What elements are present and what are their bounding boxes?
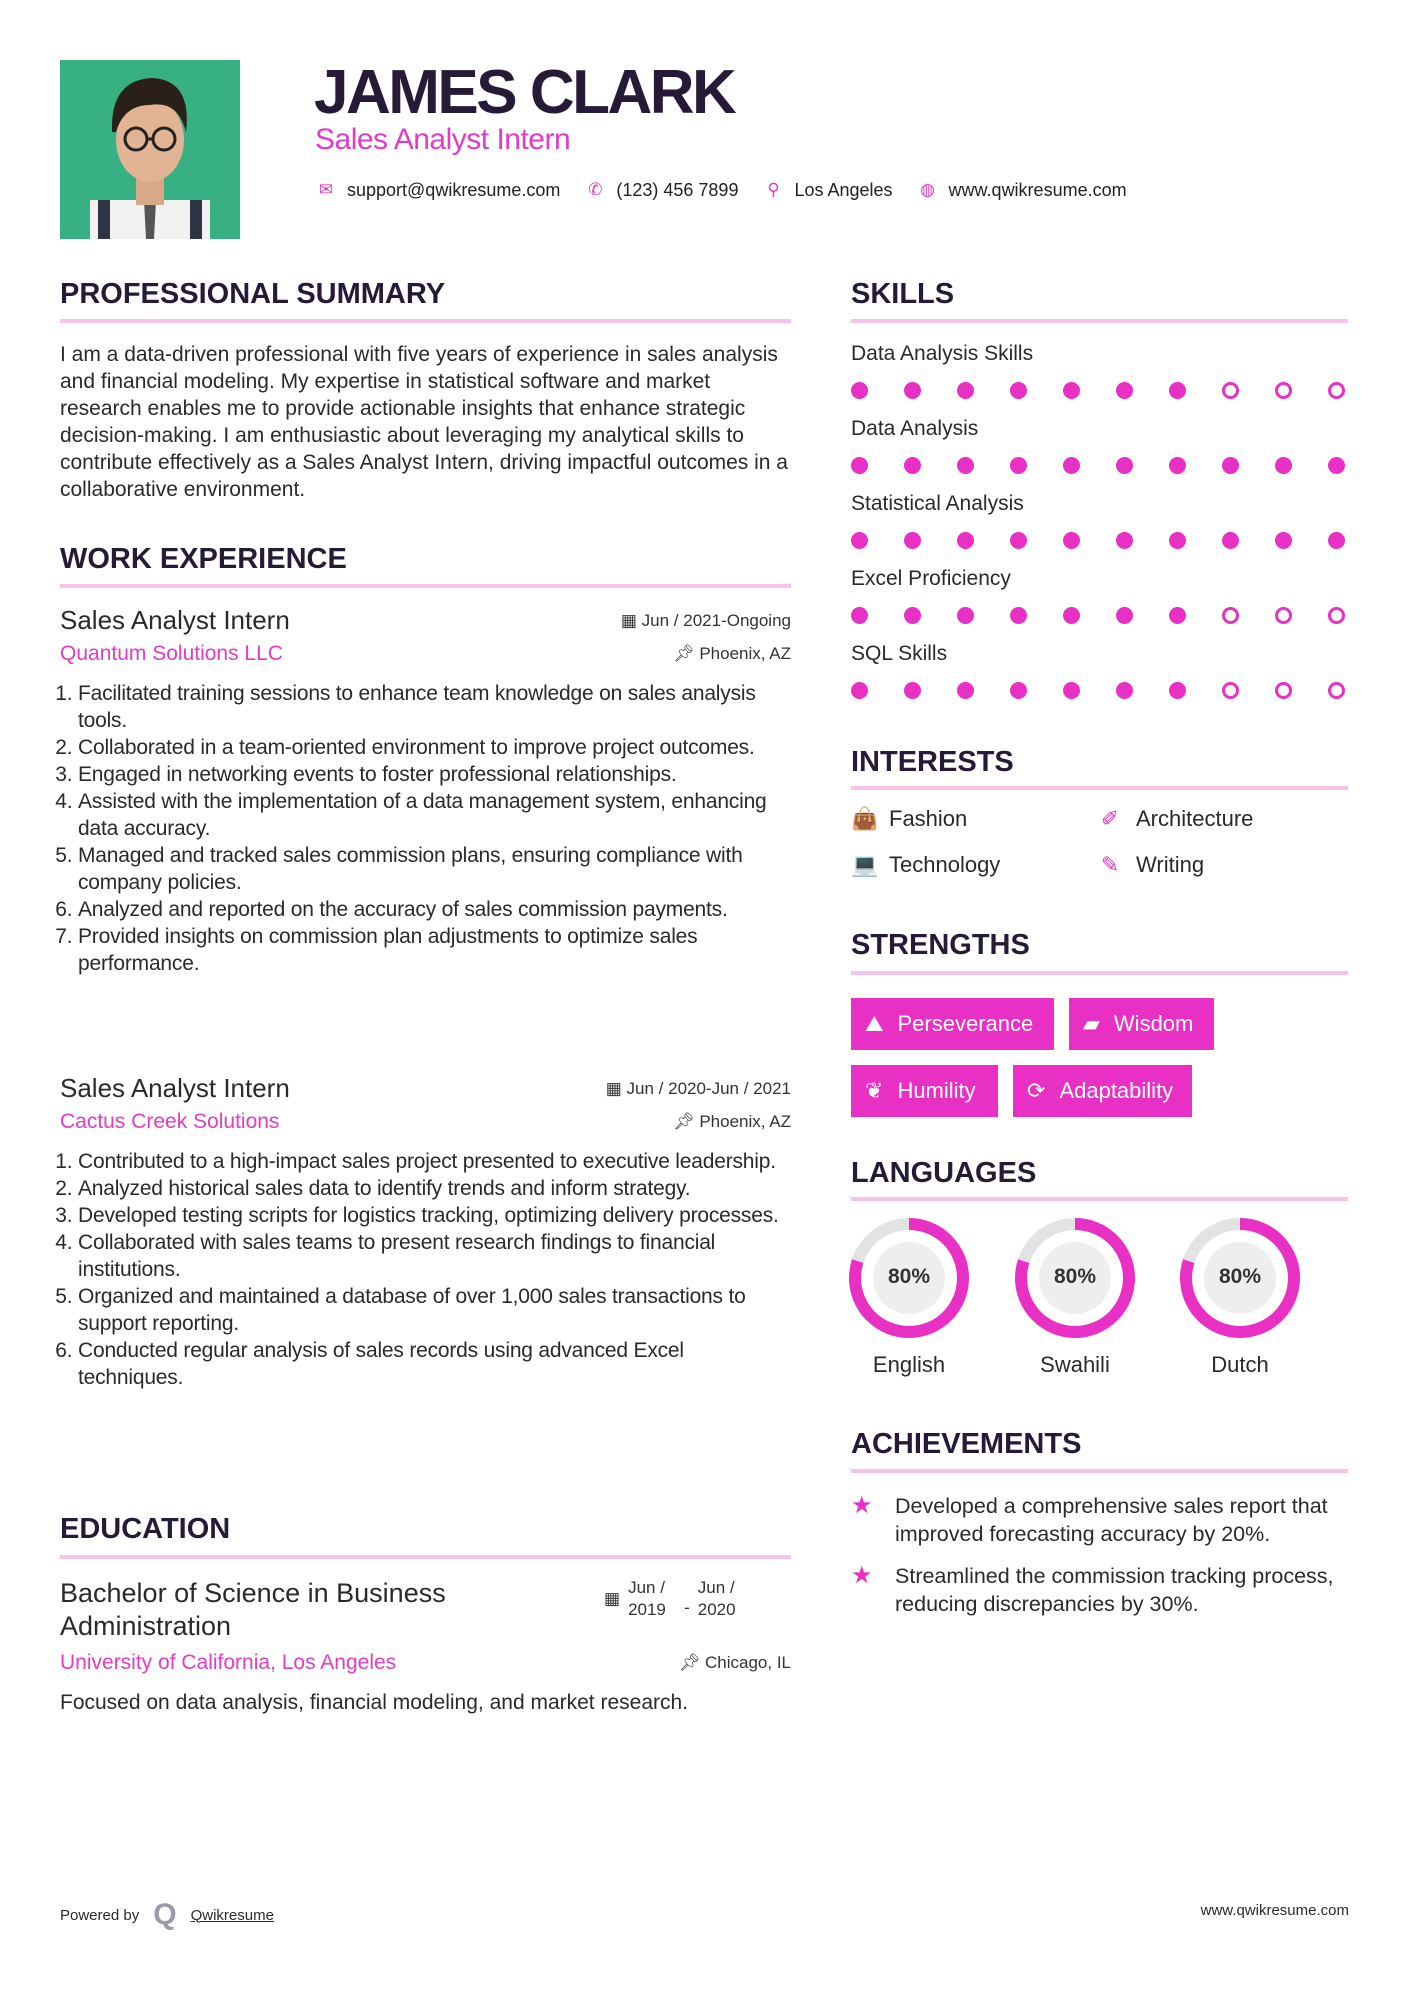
work-heading: WORK EXPERIENCE — [60, 543, 347, 575]
location-pin-icon: ⚲ — [767, 180, 780, 199]
strength-badge — [1069, 998, 1214, 1050]
edu-end-date: Jun / 2020 — [697, 1578, 736, 1619]
skill-rating-dot — [851, 457, 868, 474]
star-icon: ★ — [851, 1492, 873, 1519]
skill-rating-dot — [1275, 457, 1292, 474]
road-icon: ⛰ — [865, 1011, 884, 1036]
skill-rating-dot — [851, 682, 868, 699]
strength-badge — [1013, 1065, 1192, 1117]
language-percent: 80% — [1218, 1265, 1262, 1288]
interests-heading: INTERESTS — [851, 746, 1014, 778]
pin-icon: 📌︎ — [673, 644, 700, 663]
calendar-icon: ▦ — [604, 1589, 621, 1608]
pin-icon: 📌︎ — [678, 1653, 705, 1672]
calendar-icon: ▦ — [620, 610, 642, 630]
skill-rating-dot — [1116, 457, 1133, 474]
laptop-icon: 💻 — [851, 852, 879, 877]
skill-rating-dot — [1169, 607, 1186, 624]
star-icon: ★ — [851, 1562, 873, 1589]
job-duties — [60, 1148, 791, 1391]
candidate-name: JAMES CLARK — [314, 58, 735, 127]
job-duties — [60, 680, 791, 977]
duty-item: 5. Managed and tracked sales commission plans, ensuring compliance with company policies. — [78, 842, 791, 896]
divider — [851, 786, 1348, 790]
skills-heading: SKILLS — [851, 278, 955, 310]
strength-label: Adaptability — [1059, 1078, 1174, 1103]
skill-rating-dot — [1116, 607, 1133, 624]
duty-item: 2. Collaborated in a team-oriented environment to improve project outcomes. — [78, 734, 791, 761]
interest-label: Writing — [1136, 852, 1205, 877]
job-date: Jun / 2021-Ongoing — [641, 610, 791, 630]
language-ring — [1013, 1216, 1137, 1340]
strengths-heading: STRENGTHS — [851, 929, 1030, 961]
interest-item — [1098, 852, 1204, 878]
envelope-icon: ✉ — [318, 180, 334, 199]
divider — [60, 1555, 791, 1559]
skill-rating-dot — [1328, 382, 1345, 399]
contact-phone[interactable]: (123) 456 7899 — [616, 180, 739, 200]
skill-rating-dot — [1010, 457, 1027, 474]
skill-rating-dot — [1222, 682, 1239, 699]
duty-item: 6. Conducted regular analysis of sales records using advanced Excel techniques. — [78, 1337, 791, 1391]
interest-label: Architecture — [1136, 806, 1254, 831]
book-icon: ▰ — [1083, 1011, 1100, 1036]
achievement-text: Developed a comprehensive sales report that improved forecasting accuracy by 20%. — [895, 1494, 1328, 1546]
achievement-item — [851, 1562, 1355, 1618]
summary-heading: PROFESSIONAL SUMMARY — [60, 278, 446, 310]
skill-rating-dot — [851, 532, 868, 549]
education-heading: EDUCATION — [60, 1513, 231, 1545]
achievement-item — [851, 1492, 1355, 1548]
skill-rating-dot — [1275, 607, 1292, 624]
achievement-text: Streamlined the commission tracking process, reducing discrepancies by 30%. — [895, 1564, 1334, 1616]
skill-rating-dot — [1010, 682, 1027, 699]
interest-item — [851, 852, 1000, 878]
contact-website[interactable]: www.qwikresume.com — [948, 180, 1127, 200]
qwikresume-logo-icon: Q — [153, 1898, 177, 1931]
skill-rating-dot — [957, 382, 974, 399]
brand-link[interactable]: Qwikresume — [190, 1906, 274, 1924]
skill-rating-dot — [904, 382, 921, 399]
skill-rating-dot — [1116, 532, 1133, 549]
powered-by-label: Powered by — [60, 1906, 140, 1924]
duty-item: 7. Provided insights on commission plan adjustments to optimize sales performance. — [78, 923, 791, 977]
footer-site[interactable]: www.qwikresume.com — [1200, 1902, 1349, 1919]
skill-rating-dot — [1169, 682, 1186, 699]
skill-rating-dot — [1010, 607, 1027, 624]
divider — [851, 319, 1348, 323]
refresh-icon: ⟳ — [1027, 1078, 1046, 1103]
skill-rating-dot — [1063, 682, 1080, 699]
contact-email[interactable]: support@qwikresume.com — [347, 180, 561, 200]
skill-rating-dot — [1275, 532, 1292, 549]
edu-start-date: Jun / 2019 — [628, 1578, 666, 1619]
skill-rating-dot — [1328, 457, 1345, 474]
skill-rating-dot — [1063, 607, 1080, 624]
degree-title: Bachelor of Science in Business Administration — [60, 1578, 446, 1641]
skill-rating-dot — [904, 532, 921, 549]
duty-item: 2. Analyzed historical sales data to identify trends and inform strategy. — [78, 1175, 791, 1202]
skill-rating-dot — [1328, 532, 1345, 549]
languages-heading: LANGUAGES — [851, 1157, 1037, 1189]
skill-rating-dot — [904, 682, 921, 699]
skill-rating-dot — [851, 382, 868, 399]
interest-label: Technology — [889, 852, 1001, 877]
skill-rating-dot — [1063, 532, 1080, 549]
footer-powered — [60, 1898, 274, 1932]
date-separator: - — [684, 1598, 690, 1617]
skill-rating-dot — [1010, 532, 1027, 549]
skill-rating-dot — [904, 457, 921, 474]
skill-rating-dot — [1222, 382, 1239, 399]
contact-location: Los Angeles — [794, 180, 893, 200]
duty-item: 3. Engaged in networking events to foster professional relationships. — [78, 761, 791, 788]
skill-rating-dot — [1328, 682, 1345, 699]
company-name: Quantum Solutions LLC — [60, 642, 283, 665]
profile-photo — [60, 60, 240, 239]
language-name: Swahili — [1040, 1352, 1110, 1377]
leaf-icon: ❦ — [865, 1078, 884, 1103]
skill-rating-dot — [1063, 457, 1080, 474]
language-percent: 80% — [1053, 1265, 1097, 1288]
language-name: English — [872, 1352, 946, 1377]
skill-rating-dot — [1169, 532, 1186, 549]
job-title: Sales Analyst Intern — [60, 605, 290, 635]
skill-rating-dot — [957, 532, 974, 549]
strength-badge — [851, 1065, 998, 1117]
pin-icon: 📌︎ — [673, 1112, 700, 1131]
skill-rating-dot — [1275, 682, 1292, 699]
interest-item — [1098, 806, 1253, 832]
pencil-icon: ✎ — [1100, 852, 1120, 877]
divider — [60, 584, 791, 588]
skill-label: Data Analysis Skills — [851, 342, 1034, 365]
skill-rating-dot — [1169, 382, 1186, 399]
globe-icon: ◍ — [920, 180, 935, 199]
edu-description: Focused on data analysis, financial modeling, and market research. — [60, 1691, 689, 1714]
skill-rating-dot — [1063, 382, 1080, 399]
skill-rating-dot — [1328, 607, 1345, 624]
skill-rating-dot — [957, 457, 974, 474]
language-name: Dutch — [1211, 1352, 1269, 1377]
job-location: Phoenix, AZ — [699, 644, 791, 663]
divider — [851, 1197, 1348, 1201]
interest-item — [851, 806, 967, 832]
job-date: Jun / 2020-Jun / 2021 — [626, 1078, 791, 1098]
skill-rating-dot — [851, 607, 868, 624]
skill-rating-dot — [1116, 682, 1133, 699]
language-percent: 80% — [887, 1265, 931, 1288]
language-ring — [1178, 1216, 1302, 1340]
job-title: Sales Analyst Intern — [60, 1073, 290, 1103]
interest-label: Fashion — [889, 806, 968, 831]
strength-badge — [851, 998, 1054, 1050]
edu-location: Chicago, IL — [705, 1653, 791, 1672]
job-entry — [60, 1073, 791, 1391]
duty-item: 3. Developed testing scripts for logistics tracking, optimizing delivery processes. — [78, 1202, 791, 1229]
skill-label: Data Analysis — [851, 417, 979, 440]
divider — [60, 319, 791, 323]
duty-item: 6. Analyzed and reported on the accuracy of sales commission payments. — [78, 896, 791, 923]
company-name: Cactus Creek Solutions — [60, 1110, 280, 1133]
skill-rating-dot — [904, 607, 921, 624]
skill-rating-dot — [957, 682, 974, 699]
skill-label: Statistical Analysis — [851, 492, 1024, 515]
skill-rating-dot — [1116, 382, 1133, 399]
divider — [851, 1469, 1348, 1473]
duty-item: 4. Assisted with the implementation of a data management system, enhancing data accuracy. — [78, 788, 791, 842]
calendar-icon: ▦ — [605, 1078, 627, 1098]
achievements-heading: ACHIEVEMENTS — [851, 1428, 1082, 1460]
contact-bar — [315, 178, 1141, 202]
skill-rating-dot — [1275, 382, 1292, 399]
ruler-icon: ✐ — [1100, 806, 1120, 831]
job-entry — [60, 605, 791, 977]
duty-item: 1. Facilitated training sessions to enhance team knowledge on sales analysis tools. — [78, 680, 791, 734]
job-location: Phoenix, AZ — [699, 1112, 791, 1131]
skill-rating-dot — [1222, 607, 1239, 624]
skill-rating-dot — [957, 607, 974, 624]
shopping-bag-icon: 👜 — [851, 806, 879, 831]
school-name: University of California, Los Angeles — [60, 1651, 397, 1674]
skill-rating-dot — [1010, 382, 1027, 399]
skill-rating-dot — [1222, 457, 1239, 474]
skill-rating-dot — [1169, 457, 1186, 474]
duty-item: 4. Collaborated with sales teams to present research findings to financial institutions. — [78, 1229, 791, 1283]
divider — [851, 971, 1348, 975]
phone-icon: ✆ — [588, 180, 603, 199]
language-ring — [847, 1216, 971, 1340]
duty-item: 5. Organized and maintained a database of over 1,000 sales transactions to support reporting. — [78, 1283, 791, 1337]
skill-label: Excel Proficiency — [851, 567, 1011, 590]
skill-label: SQL Skills — [851, 642, 948, 665]
duty-item: 1. Contributed to a high-impact sales project presented to executive leadership. — [78, 1148, 791, 1175]
strength-label: Humility — [897, 1078, 976, 1103]
summary-text: I am a data-driven professional with five years of experience in sales analysis and financial modeling. My expertise in statistical software and market research enables me to provide actionable insights that enhance strategic decision-making. I am enthusiastic about leveraging my analytical skills to contribute effectively as a Sales Analyst Intern, driving impactful outcomes in a collaborative environment. — [60, 343, 788, 501]
strength-label: Wisdom — [1113, 1011, 1194, 1036]
strength-label: Perseverance — [897, 1011, 1034, 1036]
skill-rating-dot — [1222, 532, 1239, 549]
candidate-title: Sales Analyst Intern — [315, 123, 571, 156]
